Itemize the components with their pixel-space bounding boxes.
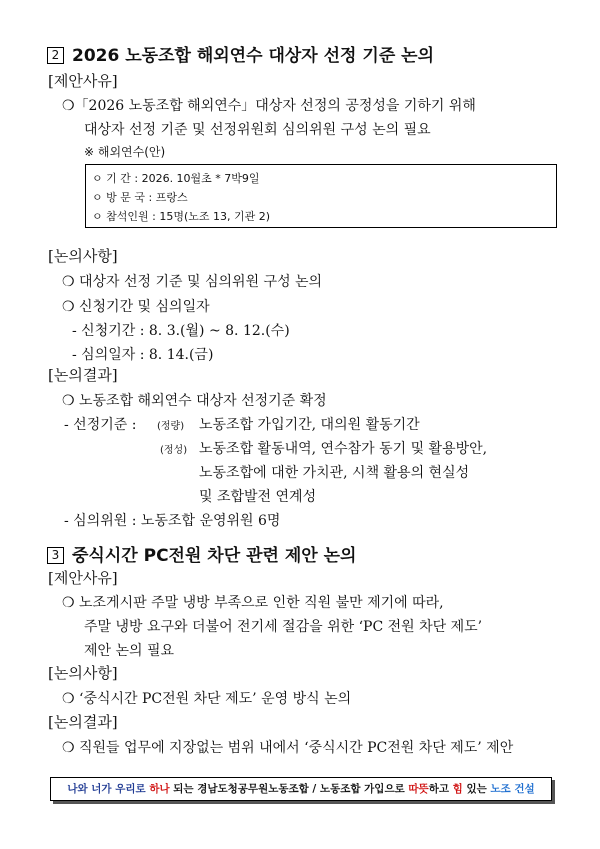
section-2-proposal-header: [제안사유] bbox=[48, 72, 118, 90]
section-3-result-header: [논의결과] bbox=[48, 713, 118, 731]
section-2-title-text: 2026 노동조합 해외연수 대상자 선정 기준 논의 bbox=[72, 46, 434, 66]
section-3-result-item: ❍ 직원들 업무에 지장없는 범위 내에서 ‘중식시간 PC전원 차단 제도’ 제안 bbox=[62, 740, 514, 756]
qualitative-tag: (정성) bbox=[160, 445, 188, 456]
info-row-attendees: ㅇ 참석인원 : 15명(노조 13, 기관 2) bbox=[92, 210, 271, 223]
section-2-proposal-line2: 대상자 선정 기준 및 선정위원회 심의위원 구성 논의 필요 bbox=[84, 122, 431, 138]
section-3-proposal-line3: 제안 논의 필요 bbox=[84, 643, 175, 659]
quantitative-criteria: 노동조합 가입기간, 대의원 활동기간 bbox=[199, 417, 420, 433]
section-2-discussion-header: [논의사항] bbox=[48, 247, 118, 265]
overseas-training-info-box bbox=[85, 164, 557, 228]
quantitative-tag: (정량) bbox=[157, 421, 185, 432]
section-3-proposal-line1: ❍ 노조게시판 주말 냉방 부족으로 인한 직원 불만 제기에 따라, bbox=[62, 595, 444, 611]
criteria-label: - 선정기준 : bbox=[64, 417, 137, 433]
slogan-segment: 하고 bbox=[428, 783, 453, 795]
section-3-title bbox=[47, 541, 356, 566]
application-period: - 신청기간 : 8. 3.(월) ~ 8. 12.(수) bbox=[72, 323, 290, 339]
slogan-segment: 힘 bbox=[452, 783, 463, 795]
section-3-discussion-header: [논의사항] bbox=[48, 664, 118, 682]
section-2-number: 2 bbox=[47, 47, 64, 64]
section-2-result-header: [논의결과] bbox=[48, 366, 118, 384]
slogan-segment: 되는 경남도청공무원노동조합 / 노동조합 가입으로 bbox=[169, 783, 409, 795]
review-date: - 심의일자 : 8. 14.(금) bbox=[72, 347, 214, 363]
section-2-result-item: ❍ 노동조합 해외연수 대상자 선정기준 확정 bbox=[62, 393, 327, 409]
info-row-period: ㅇ 기 간 : 2026. 10월초 * 7박9일 bbox=[92, 172, 260, 185]
slogan-segment: 있는 bbox=[462, 783, 491, 795]
section-2-proposal-line1: ❍「2026 노동조합 해외연수」대상자 선정의 공정성을 기하기 위해 bbox=[62, 98, 476, 114]
section-2-discussion-item-1: ❍ 대상자 선정 기준 및 심의위원 구성 논의 bbox=[62, 274, 323, 290]
qualitative-criteria-line1: 노동조합 활동내역, 연수참가 동기 및 활용방안, bbox=[199, 441, 488, 457]
section-2-title bbox=[47, 41, 434, 66]
union-slogan-footer bbox=[50, 777, 552, 801]
section-3-discussion-item: ❍ ‘중식시간 PC전원 차단 제도’ 운영 방식 논의 bbox=[62, 691, 352, 707]
info-row-country: ㅇ 방 문 국 : 프랑스 bbox=[92, 191, 188, 204]
section-2-discussion-item-2: ❍ 신청기간 및 심의일자 bbox=[62, 299, 210, 315]
slogan-segment: 따뜻 bbox=[408, 783, 429, 795]
qualitative-criteria-line2: 노동조합에 대한 가치관, 시책 활용의 현실성 bbox=[199, 465, 470, 481]
slogan-segment: 노조 건설 bbox=[490, 783, 535, 795]
slogan-segment: 나와 너가 우리로 bbox=[67, 783, 150, 795]
section-2-note: ※ 해외연수(안) bbox=[84, 145, 166, 159]
section-3-title-text: 중식시간 PC전원 차단 관련 제안 논의 bbox=[72, 546, 357, 566]
section-3-proposal-header: [제안사유] bbox=[48, 569, 118, 587]
section-3-number: 3 bbox=[47, 547, 64, 564]
slogan-segment: 하나 bbox=[149, 783, 170, 795]
section-3-proposal-line2: 주말 냉방 요구와 더불어 전기세 절감을 위한 ‘PC 전원 차단 제도’ bbox=[84, 619, 483, 635]
review-committee: - 심의위원 : 노동조합 운영위원 6명 bbox=[64, 513, 281, 529]
qualitative-criteria-line3: 및 조합발전 연계성 bbox=[199, 489, 317, 505]
